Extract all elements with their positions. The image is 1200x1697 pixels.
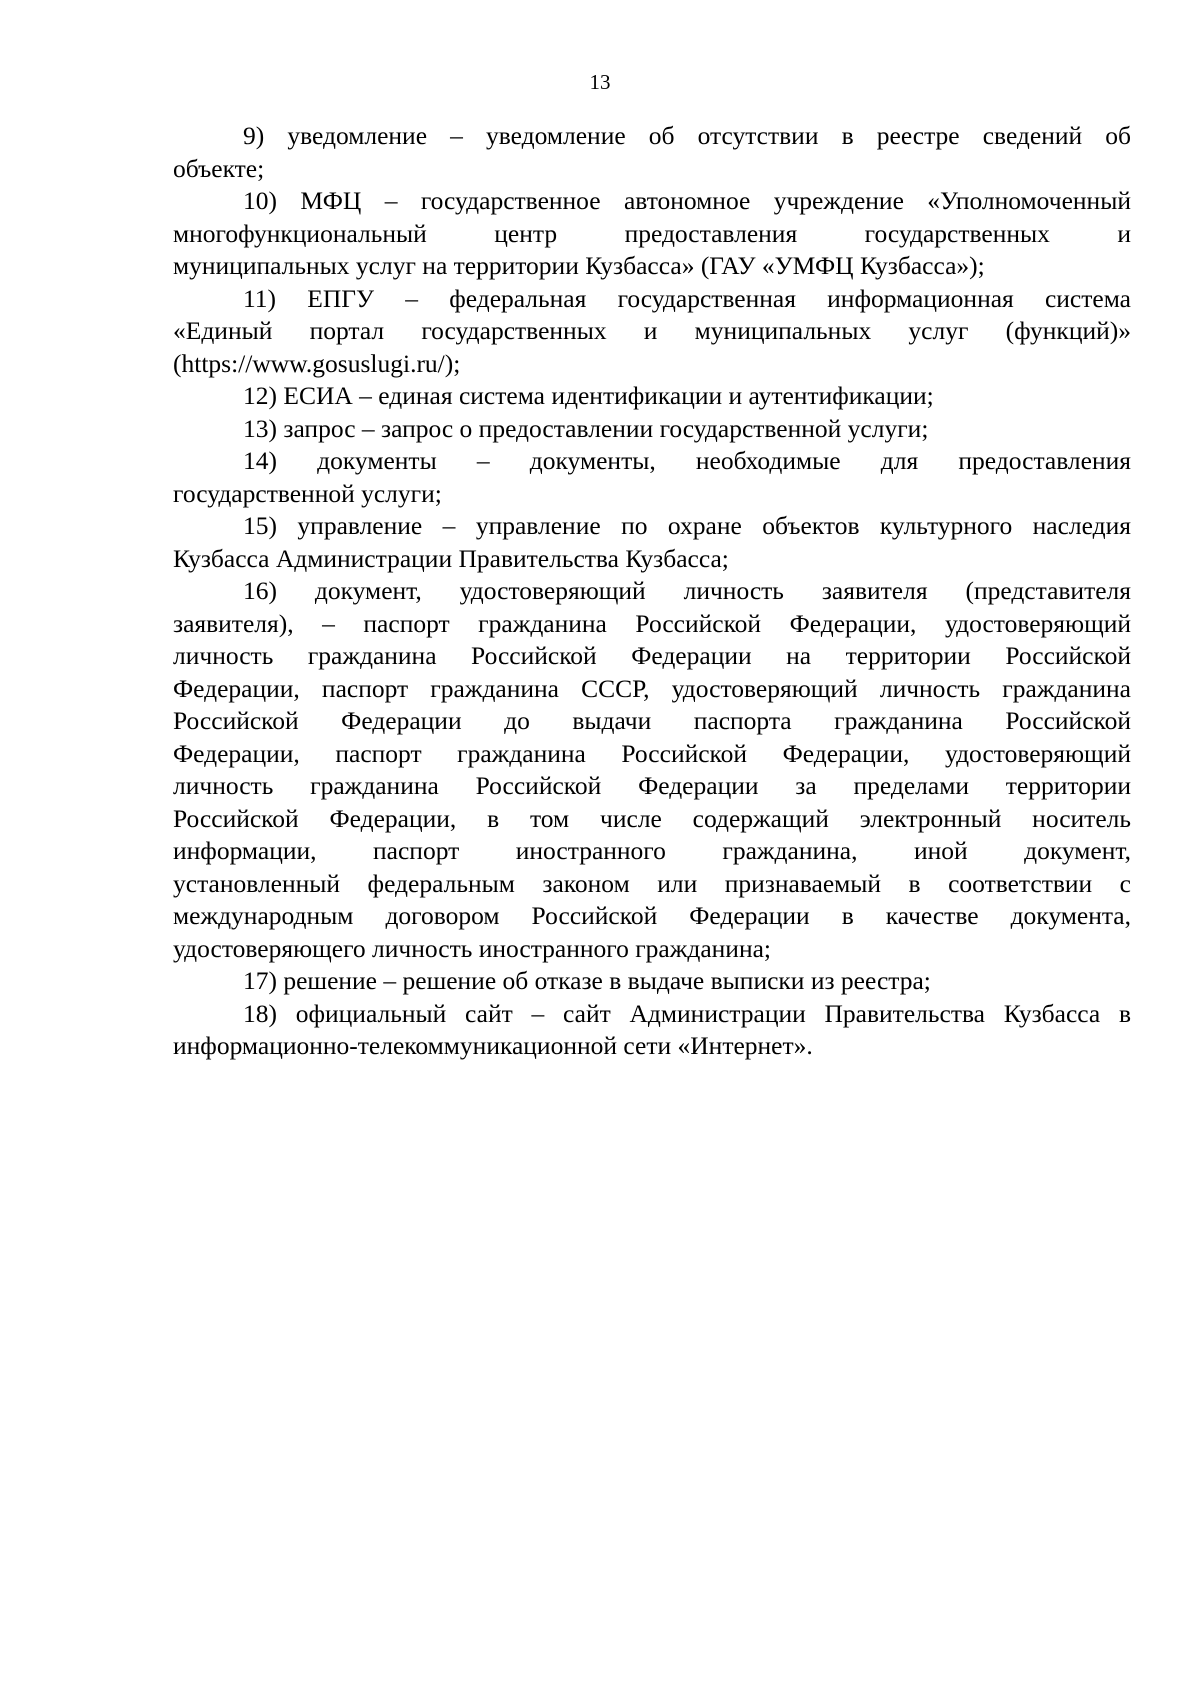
paragraph-line: 13) запрос – запрос о предоставлении государственной услуги; [243,413,929,443]
paragraph-line: 12) ЕСИА – единая система идентификации и аутентификации; [243,381,934,410]
paragraph-line: удостоверяющего личность иностранного гражданина; [173,933,772,963]
paragraph [173,575,1131,965]
paragraph-line: 9) уведомление – уведомление об отсутствии в реестре сведений об [243,121,1131,150]
paragraph-line: 15) управление – управление по охране объектов культурного наследия [243,511,1131,540]
paragraph-line: Российской Федерации до выдачи паспорта гражданина Российской [173,706,1131,735]
paragraph-line: 18) официальный сайт – сайт Администрации Правительства Кузбасса в [243,998,1131,1028]
paragraph-line: установленный федеральным законом или признаваемый в соответствии с [173,868,1131,898]
paragraph-line: информационно-телекоммуникационной сети «Интернет». [173,1031,813,1060]
paragraph-line: «Единый портал государственных и муниципальных услуг (функций)» [173,316,1131,345]
paragraph [173,510,1131,575]
paragraph-line: (https://www.gosuslugi.ru/); [173,348,461,378]
paragraph-line: 10) МФЦ – государственное автономное учреждение «Уполномоченный [243,186,1131,215]
paragraph [173,445,1131,510]
paragraph [173,185,1131,283]
paragraph-line: 11) ЕПГУ – федеральная государственная информационная система [243,283,1131,313]
page-number: 13 [589,70,611,94]
paragraph [173,965,1131,998]
paragraph-line: международным договором Российской Федерации в качестве документа, [173,901,1131,930]
paragraph-line: государственной услуги; [173,478,442,508]
paragraph-line: многофункциональный центр предоставления государственных и [173,218,1131,248]
paragraph-line: Федерации, паспорт гражданина СССР, удостоверяющий личность гражданина [173,673,1131,703]
paragraph-line: заявителя), – паспорт гражданина Российской Федерации, удостоверяющий [173,608,1131,638]
paragraph-line: 14) документы – документы, необходимые для предоставления [243,446,1131,475]
paragraph-line: Кузбасса Администрации Правительства Кузбасса; [173,543,729,573]
paragraph-line: личность гражданина Российской Федерации на территории Российской [173,641,1131,670]
paragraph-line: объекте; [173,153,265,183]
paragraph-line: личность гражданина Российской Федерации за пределами территории [173,771,1131,800]
paragraph-line: 17) решение – решение об отказе в выдаче выписки из реестра; [243,966,931,995]
paragraph-line: Российской Федерации, в том числе содержащий электронный носитель [173,803,1131,833]
paragraph [173,283,1131,381]
paragraph [173,380,1131,413]
paragraph-line: 16) документ, удостоверяющий личность заявителя (представителя [243,576,1131,605]
paragraph [173,120,1131,185]
document-body [173,120,1131,1063]
paragraph-line: муниципальных услуг на территории Кузбасса» (ГАУ «УМФЦ Кузбасса»); [173,251,985,280]
paragraph-line: информации, паспорт иностранного гражданина, иной документ, [173,836,1131,865]
paragraph-line: Федерации, паспорт гражданина Российской Федерации, удостоверяющий [173,738,1131,768]
paragraph [173,413,1131,446]
paragraph [173,998,1131,1063]
